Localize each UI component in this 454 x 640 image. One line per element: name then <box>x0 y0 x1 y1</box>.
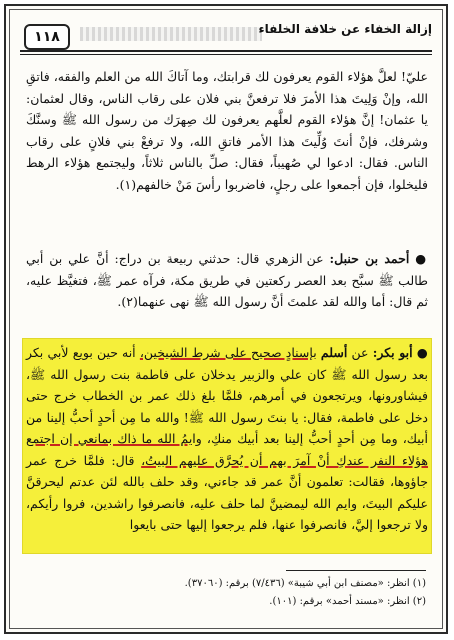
paragraph-3-rest: قال: فلمَّا خرج عمر جاؤوها، فقالت: تعلمون أنَّ عمر قد جاءني، وقد حلف بالله لئن عدتم ليحرقنَّ عليكم البيتَ، وايم الله ليمضينَّ لما حلف عليه، فانصرفوا راشدين، فروا رأيكم، ولا ترجعوا إليَّ، فانصرفوا عنها، فلم يرجعوا إليها حتى بايعوا <box>26 452 428 532</box>
paragraph-1: عليّ! لعلَّ هؤلاء القوم يعرفون لك قرابتك، وما آتاكَ الله من العلم والفقه، فاتقِ الله، وإنْ وَلِيتَ هذا الأمرَ فلا ترفعنَّ بني فلان على رقاب الناس، وقال لعثمان: يا عثمان! إنَّ هؤلاء القوم لعلَّهم يعرفون لك صِهرَك من رسول الله ﷺ وسنَّكَ وشرفك، فإنْ أنتَ وُلِّيتَ هذا الأمر فاتقِ الله، ولا ترفعْ بني فلانٍ على رقاب الناس. فقال: ادعوا لي صُهيباً، فقال: صلِّ بالناس ثلاثاً، وليجتمع هؤلاء الرهط فليخلوا، فإن أجمعوا على رجلٍ، فاضربوا رأسَ مَنْ خالفهم(١). <box>26 69 428 192</box>
bullet: ● <box>415 251 428 266</box>
page-frame <box>9 9 443 629</box>
page-header <box>20 18 432 60</box>
narrator-name: أبو بكر: <box>372 345 413 360</box>
bullet: ● <box>416 345 429 360</box>
narrator: أسلم <box>320 345 348 360</box>
footnote-1: (١) انظر: «مصنف ابن أبي شيبة» (٧/٤٣٦) برقم: (٣٧٠٦٠). <box>184 578 426 589</box>
header-rule <box>20 50 432 52</box>
header-rule-thin <box>20 54 432 55</box>
underlined-threat: وايمُ الله ما ذاك بمانعي إن اجتمع هؤلاء النفر عندكِ أنْ آمرَ بهم أن يُحرَّق عليهم البيتُ، <box>26 431 429 468</box>
isnad-grading: بإسنادٍ صحيح على شرط الشيخين، <box>139 345 317 360</box>
paragraph-3 <box>26 342 428 536</box>
book-title: إزالة الخفاء عن خلافة الخلفاء <box>258 22 432 36</box>
paragraph-3-text: أنه حين بويع لأبي بكر بعد رسول الله ﷺ كان علي والزبير يدخلان على فاطمة بنت رسول الله ﷺ، فيشاورونها، ويرتجعون في أمرهم، فلمَّا بلغ ذلك عمر بن الخطاب خرج حتى دخل على فاطمة، فقال: يا بنتَ رسول الله ﷺ! والله ما مِن أحدٍ أحبُّ إلينا من أبيك، وما مِن أحدٍ أحبُّ إلينا بعد أبيك منكِ، <box>26 345 429 446</box>
paragraph-2 <box>26 248 428 313</box>
book-page <box>4 4 448 634</box>
paragraph-2-text: عن الزهري قال: حدثني ربيعة بن دراج: أنَّ علي بن أبي طالب ﷺ سبَّح بعد العصر ركعتين في طريق مكة، فرآه عمر ﷺ، فتغيَّظ عليه، ثم قال: أما والله لقد علمتَ أنَّ رسول الله ﷺ نهى عنهما(٢). <box>26 251 428 309</box>
narrator-name: أحمد بن حنبل: <box>329 251 410 266</box>
header-ornament <box>80 27 262 41</box>
page-number: ١١٨ <box>24 24 70 50</box>
footnote-rule <box>286 570 426 571</box>
paragraph-3-lead: عن <box>347 345 369 360</box>
footnote-2: (٢) انظر: «مسند أحمد» برقم: (١٠١). <box>269 596 426 607</box>
